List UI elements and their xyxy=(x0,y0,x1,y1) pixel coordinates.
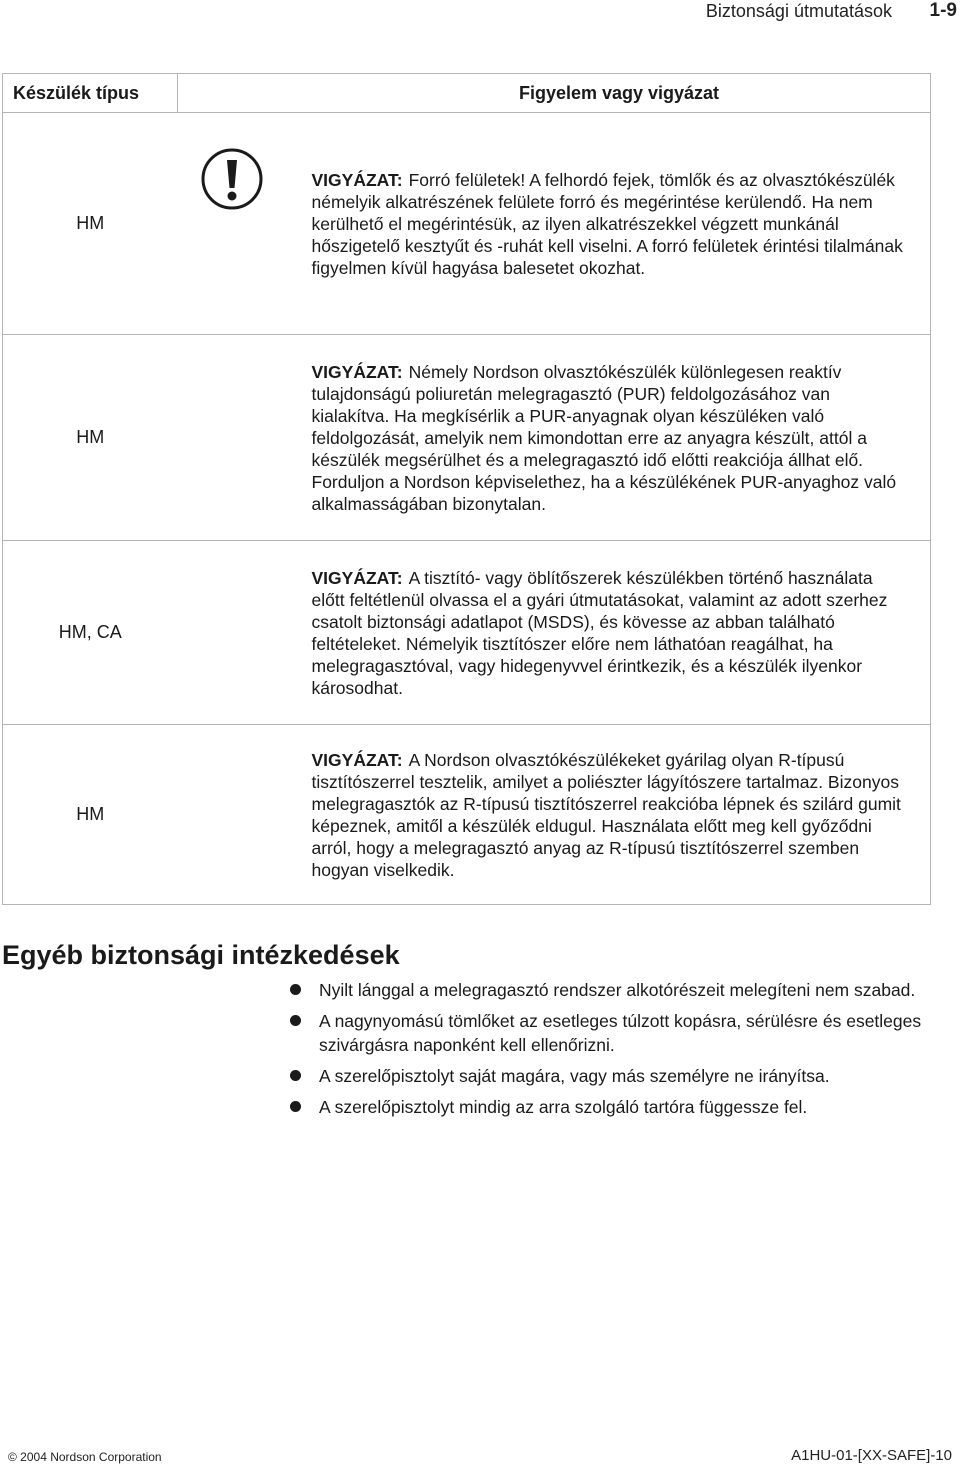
warning-cell xyxy=(178,113,931,335)
list-item-text: A szerelőpisztolyt saját magára, vagy más személyre ne irányítsa. xyxy=(319,1066,830,1086)
warning-body: Forró felületek! A felhordó fejek, tömlők és az olvasztókészülék némelyik alkatrészének felülete forró és megérintése kerülendő. Ha nem kerülhető el megérintésük, az ilyen alkatrészekkel végzett munkánál hőszigetelő kesztyűt és -ruhát kell viselni. A forró felületek érintési tilalmának figyelmen kívül hagyása balesetet okozhat. xyxy=(311,169,903,278)
footer-document-code: A1HU-01-[XX-SAFE]-10 xyxy=(791,1447,952,1464)
list-item xyxy=(290,978,950,1002)
list-item xyxy=(290,1064,950,1088)
warning-body: A tisztító- vagy öblítőszerek készülékben történő használata előtt feltétlenül olvassa el a gyári útmutatásokat, valamint az adott szerhez csatolt biztonsági adatlapot (MSDS), és kövesse az abban található feltételeket. Némelyik tisztítószer előre nem láthatóan reagálhat, ha melegragasztóval, vagy hidegenyvvel érintkezik, és a készülék ilyenkor károsodhat. xyxy=(311,567,888,698)
warning-cell xyxy=(178,335,931,541)
list-item-text: A szerelőpisztolyt mindig az arra szolgáló tartóra függessze fel. xyxy=(319,1097,808,1117)
section-title: Egyéb biztonsági intézkedések xyxy=(2,940,400,970)
table-row xyxy=(3,113,931,335)
caution-label: VIGYÁZAT: xyxy=(311,567,403,588)
warning-cell xyxy=(178,541,931,725)
footer-copyright: © 2004 Nordson Corporation xyxy=(8,1450,162,1464)
safety-bullet-list xyxy=(290,978,950,1126)
bullet-icon xyxy=(290,1070,301,1081)
column-header-device-type: Készülék típus xyxy=(3,74,178,113)
device-type-cell: HM xyxy=(3,725,178,905)
warnings-table xyxy=(2,73,931,905)
list-item-text: Nyilt lánggal a melegragasztó rendszer alkotórészeit melegíteni nem szabad. xyxy=(319,980,916,1000)
device-type-cell: HM xyxy=(3,113,178,335)
warning-text xyxy=(312,749,911,881)
column-header-warning: Figyelem vagy vigyázat xyxy=(178,74,931,113)
page-header xyxy=(0,0,960,26)
warning-text xyxy=(312,169,911,279)
table-row xyxy=(3,725,931,905)
warning-text xyxy=(312,361,911,515)
list-item xyxy=(290,1009,950,1057)
caution-label: VIGYÁZAT: xyxy=(311,361,403,382)
caution-label: VIGYÁZAT: xyxy=(311,169,403,190)
header-title: Biztonsági útmutatások xyxy=(705,1,892,21)
warning-body: Némely Nordson olvasztókészülék különlegesen reaktív tulajdonságú poliuretán melegragasztó (PUR) feldolgozásához van kialakítva. Ha megkísérlik a PUR-anyagnak olyan készüléken való feldolgozását, amelyik nem kimondottan erre az anyagra készült, attól a készülék megsérülhet és a melegragasztó idő előtti reakciója állhat elő. Forduljon a Nordson képviselethez, ha a készülékének PUR-anyaghoz való alkalmasságában bizonytalan. xyxy=(311,361,897,514)
caution-label: VIGYÁZAT: xyxy=(311,749,403,770)
warning-cell xyxy=(178,725,931,905)
bullet-icon xyxy=(290,1015,301,1026)
exclamation-warning-icon xyxy=(200,147,264,211)
list-item-text: A nagynyomású tömlőket az esetleges túlzott kopásra, sérülésre és esetleges szivárgásra naponként kell ellenőrizni. xyxy=(319,1011,922,1055)
warning-body: A Nordson olvasztókészülékeket gyárilag olyan R-típusú tisztítószerrel tesztelik, amilyet a poliészter lágyítószere tartalmaz. Bizonyos melegragasztók az R-típusú tisztítószerrel reakcióba lépnek és szilárd gumit képeznek, amitől a készülék eldugul. Használata előtt meg kell győződni arról, hogy a melegragasztó anyag az R-típusú tisztítószerrel szemben hogyan viselkedik. xyxy=(311,749,901,880)
warning-text xyxy=(312,567,911,699)
page-number: 1-9 xyxy=(929,0,957,21)
table-header-row xyxy=(3,74,931,113)
device-type-cell: HM xyxy=(3,335,178,541)
bullet-icon xyxy=(290,984,301,995)
list-item xyxy=(290,1095,950,1119)
bullet-icon xyxy=(290,1101,301,1112)
table-row xyxy=(3,541,931,725)
device-type-cell: HM, CA xyxy=(3,541,178,725)
table-row xyxy=(3,335,931,541)
